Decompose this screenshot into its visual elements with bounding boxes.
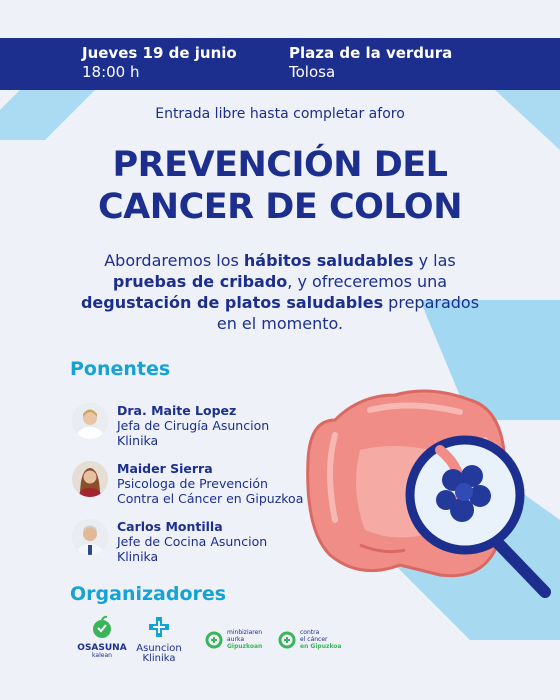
- en-gipuzkoa-text: en Gipuzkoa: [300, 643, 342, 650]
- event-venue: Plaza de la verdura: [289, 44, 453, 62]
- apple-icon: [91, 615, 113, 639]
- contra-text: contra: [300, 629, 320, 636]
- colon-magnifier-illustration: [290, 330, 560, 630]
- organizer-logos: [0, 615, 560, 675]
- el-cancer-text: el cáncer: [300, 636, 328, 643]
- event-description: [70, 250, 490, 334]
- location-block: [289, 44, 452, 82]
- speaker-1-avatar: [72, 403, 108, 439]
- aecc-ring-icon: [278, 631, 296, 649]
- minbiziaren-text: minbiziaren: [227, 629, 263, 636]
- speaker-3-role: Jefe de Cocina Asuncion Klinika: [117, 534, 268, 564]
- event-date: Jueves 19 de junio: [82, 44, 237, 62]
- desc-text-3: , y ofreceremos una: [287, 272, 448, 291]
- asuncion-klinika-logo: [132, 615, 186, 664]
- organizers-heading: Organizadores: [70, 583, 227, 605]
- speaker-1-name: Dra. Maite Lopez: [117, 403, 237, 418]
- speaker-3-name: Carlos Montilla: [117, 519, 223, 534]
- desc-text-4: preparados en el momento.: [216, 293, 480, 333]
- desc-bold-3: degustación de platos saludables: [80, 293, 384, 312]
- date-time-block: [82, 44, 237, 82]
- aecc-ring-icon: [205, 631, 223, 649]
- speakers-heading: Ponentes: [70, 358, 171, 380]
- asuncion-text: Asuncion: [136, 643, 182, 654]
- desc-bold-1: hábitos saludables: [243, 251, 414, 270]
- speaker-2-avatar: [72, 461, 108, 497]
- aurka-text: aurka: [227, 636, 244, 643]
- desc-text-1: Abordaremos los: [104, 251, 244, 270]
- event-city: Tolosa: [289, 63, 336, 81]
- event-title: [0, 144, 560, 228]
- gipuzkoan-text: Gipuzkoan: [227, 643, 263, 650]
- desc-bold-2: pruebas de cribado: [112, 272, 288, 291]
- medical-cross-icon: [147, 615, 171, 639]
- event-time: 18:00 h: [82, 63, 140, 81]
- klinika-text: Klinika: [142, 653, 176, 664]
- osasuna-text: OSASUNA: [77, 643, 127, 653]
- speaker-2-name: Maider Sierra: [117, 461, 213, 476]
- speaker-3-avatar: [72, 519, 108, 555]
- osasuna-kalean-logo: [70, 615, 134, 659]
- event-info-bar: [0, 38, 560, 90]
- speaker-2-role: Psicologa de Prevención Contra el Cáncer en Gipuzkoa: [117, 476, 304, 506]
- entrance-note: Entrada libre hasta completar aforo: [155, 106, 405, 122]
- kalean-text: kalean: [92, 652, 112, 659]
- title-line-2: CANCER DE COLON: [98, 187, 462, 227]
- speaker-1-role: Jefa de Cirugía Asuncion Klinika: [117, 418, 270, 448]
- desc-text-2: y las: [413, 251, 456, 270]
- title-line-1: PREVENCIÓN DEL: [112, 145, 448, 185]
